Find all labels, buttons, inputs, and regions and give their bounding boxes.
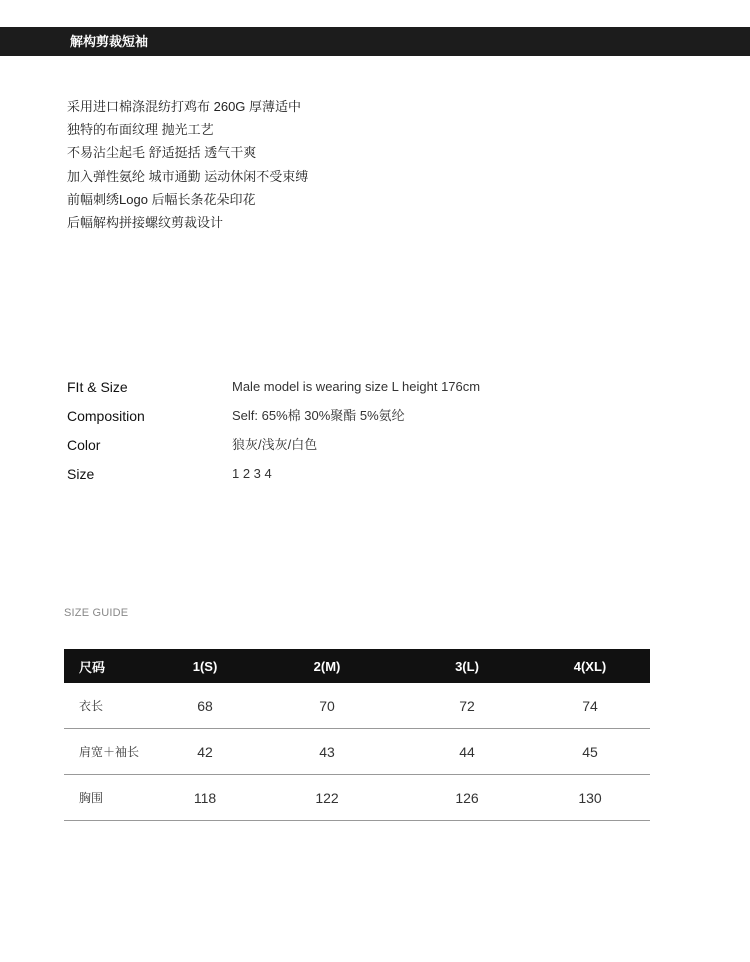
spec-label: Composition xyxy=(67,408,145,424)
size-header-cell: 2(M) xyxy=(250,649,404,683)
size-guide-table xyxy=(64,649,650,821)
measurement-name: 胸围 xyxy=(64,775,160,821)
size-guide-title: SIZE GUIDE xyxy=(64,607,129,619)
table-row xyxy=(64,729,650,775)
header-title: 解构剪裁短袖 xyxy=(70,34,149,49)
description-line: 加入弹性氨纶 城市通勤 运动休闲不受束缚 xyxy=(67,168,309,184)
spec-label: Color xyxy=(67,437,101,453)
size-header-cell: 3(L) xyxy=(404,649,530,683)
product-description xyxy=(67,95,667,234)
product-specs xyxy=(67,376,667,492)
spec-value: 1 2 3 4 xyxy=(232,466,272,481)
spec-row-fit-size xyxy=(67,376,667,405)
description-line: 后幅解构拼接螺纹剪裁设计 xyxy=(67,215,224,231)
measurement-value: 44 xyxy=(404,729,530,775)
measurement-value: 126 xyxy=(404,775,530,821)
spec-label: Size xyxy=(67,466,95,482)
measurement-value: 68 xyxy=(160,683,250,729)
description-line: 不易沾尘起毛 舒适挺括 透气干爽 xyxy=(67,145,257,161)
spec-row-color xyxy=(67,434,667,463)
header-bar xyxy=(0,27,750,56)
measurement-value: 118 xyxy=(160,775,250,821)
spec-row-composition xyxy=(67,405,667,434)
measurement-value: 130 xyxy=(530,775,650,821)
table-row xyxy=(64,775,650,821)
measurement-name: 肩宽＋袖长 xyxy=(64,729,160,775)
measurement-value: 45 xyxy=(530,729,650,775)
measurement-value: 70 xyxy=(250,683,404,729)
description-line: 采用进口棉涤混纺打鸡布 260G 厚薄适中 xyxy=(67,99,302,114)
measurement-value: 43 xyxy=(250,729,404,775)
spec-label: FIt & Size xyxy=(67,379,128,395)
measurement-value: 42 xyxy=(160,729,250,775)
measurement-value: 72 xyxy=(404,683,530,729)
measurement-value: 122 xyxy=(250,775,404,821)
description-line: 前幅刺绣Logo 后幅长条花朵印花 xyxy=(67,191,256,207)
table-row xyxy=(64,683,650,729)
spec-value: 狼灰/浅灰/白色 xyxy=(232,437,318,452)
measurement-name: 衣长 xyxy=(64,683,160,729)
size-table-header-row xyxy=(64,649,650,683)
spec-value: Self: 65%棉 30%聚酯 5%氨纶 xyxy=(232,408,405,423)
spec-row-size xyxy=(67,463,667,492)
size-header-cell: 4(XL) xyxy=(530,649,650,683)
size-header-cell: 1(S) xyxy=(160,649,250,683)
spec-value: Male model is wearing size L height 176cm xyxy=(232,379,481,394)
measurement-value: 74 xyxy=(530,683,650,729)
description-line: 独特的布面纹理 抛光工艺 xyxy=(67,122,214,138)
size-header-cell: 尺码 xyxy=(64,649,160,683)
